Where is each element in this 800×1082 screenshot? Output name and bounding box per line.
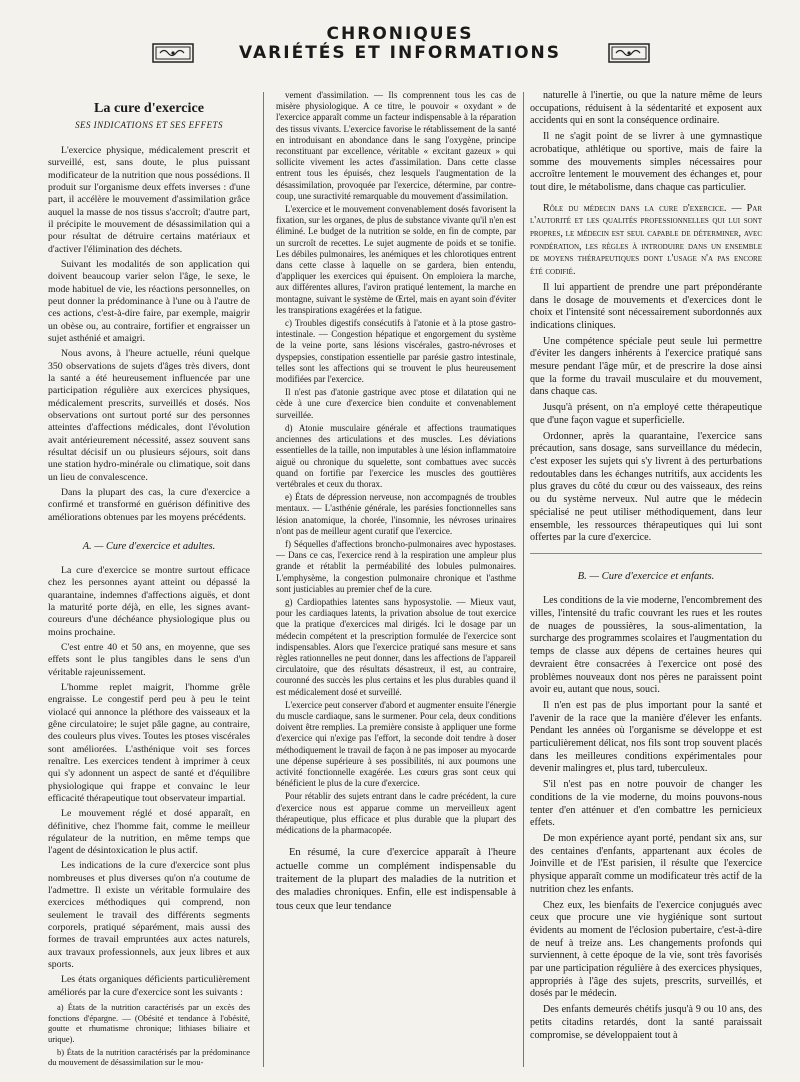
paragraph: Les conditions de la vie moderne, l'encombrement des villes, l'intensité du trafic couvrant les rues et les routes de nuages de poussières, la sous-alimentation, la surcharge des programmes scolaires et l'augmentation du temps de classe aux dépens de certaines heures qui devraient être consacrées à l'exercice ont posé des problèmes nouveaux dont nos pères ne paraissent point avoir eu, autant que nous, souci. xyxy=(530,595,762,696)
paragraph: Il ne s'agit point de se livrer à une gymnastique acrobatique, athlétique ou sportive, mais de faire la somme des mouvements simples nécessaires pour accroître lentement le mouvement des échanges et, pour tout dire, le métabolisme, dans chaque cas particulier. xyxy=(530,131,762,193)
paragraph: Suivant les modalités de son application qui doivent beaucoup varier selon l'âge, le sexe, le mode habituel de vie, les réactions personnelles, on peut donner la prédominance à l'une ou à l'autre de ces actions, c'est-à-dire faire, par exemple, maigrir un obèse ou, au contraire, fortifier et engraisser un sujet asthénié et amaigri. xyxy=(48,259,250,344)
paragraph: La cure d'exercice se montre surtout efficace chez les personnes ayant atteint ou dépassé la quarantaine, indemnes d'affections aiguës, et dont la maturité porte déjà, en elle, les signes avant-coureurs d'une déchéance physiologique plus ou moins prochaine. xyxy=(48,564,250,638)
column-3 xyxy=(530,90,762,1045)
paragraph: Chez eux, les bienfaits de l'exercice conjugués avec ceux que procure une vie hygiénique sont surtout évidents au moment de l'éclosion pubertaire, c'est-à-dire de neuf à treize ans. Les changements profonds qui surviennent, à cette époque de la vie, sont très favorisés par une participation régulière à des exercices physiques, appropriés à l'âge des sujets, prescrits, surveillés, et dosés par le médecin. xyxy=(530,899,762,1000)
paragraph: L'homme replet maigrit, l'homme grêle engraisse. Le congestif perd peu à peu le teint violacé qui annonce la pléthore des vaisseaux et la gêne circulatoire; le sujet pâle gagne, au contraire, des couleurs plus vives. Toutes les ptoses viscérales sont améliorées. L'asthénique voit ses forces renaître. Les exercices tendent à imprimer à ceux qui s'y adonnent un aspect de santé et d'équilibre physiologique qui frappe et convainc le leur efficacité thérapeutique tout observateur impartial. xyxy=(48,681,251,804)
paragraph: L'exercice et le mouvement convenablement dosés favorisent la fixation, sur les organes, de plus de substance vivante qu'il n'en est éliminé. Le budget de la nutrition se solde, en fin de compte, par un surcroît de recettes. Le sujet augmente de poids et se tonifie. Les débiles pulmonaires, les anémiques et les chlorotiques entrent dans cette classe à laquelle on se gardera, bien entendu, d'appliquer les exercices qui épuisent. On emploiera la marche, aux différentes allures, l'aviron pratiqué lentement, la marche en montagne, suivant le système de Œrtel, mais en ayant soin d'éviter les transpirations exagérées et la fatigue. xyxy=(276,204,516,315)
ornament-right-icon xyxy=(608,43,650,63)
paragraph: Les états organiques déficients particulièrement améliorés par la cure d'exercice sont les suivants : xyxy=(48,974,250,998)
column-1 xyxy=(48,90,250,1070)
header-varietes: VARIÉTÉS ET INFORMATIONS xyxy=(239,43,561,63)
article-subtitle: SES INDICATIONS ET SES EFFETS xyxy=(75,119,223,130)
paragraph: L'exercice peut conserver d'abord et augmenter ensuite l'énergie du muscle cardiaque, sans le surmener. Pour cela, deux conditions doivent être remplies. La première consiste à appliquer une forme d'exercice qui n'exige pas l'effort, la seconde doit tendre à doser méthodiquement le travail de façon à ne pas imposer au myocarde une dépense supérieure à ses possibilités, ni aux poumons une activité fonctionnelle exagérée. Les cœurs gras sont ceux qui bénéficient le plus de la cure d'exercice. xyxy=(276,699,516,789)
list-item: vement d'assimilation. — Ils comprennent tous les cas de misère physiologique. A ce titre, le pouvoir « oxydant » de l'exercice apparaît comme un facteur indispensable à la réparation des tissus vivants. L'exercice favorise le rétablissement de la santé en introduisant en abondance dans le sang l'oxygène, principe reconstituant par excellence, véritable « excitant gazeux » qui sollicite vivement les actes d'assimilation. Dans cette classe entrent tous les épuisés, chez lesquels l'augmentation de la désassimilation, provoquée par l'exercice, détermine, par contre-coup, une suractivité remarquable du mouvement d'assimilation. xyxy=(276,90,516,201)
paragraph: Jusqu'à présent, on n'a employé cette thérapeutique que d'une façon vague et superficielle. xyxy=(530,402,762,426)
ornament-left-icon xyxy=(152,43,194,63)
paragraph: Ordonner, après la quarantaine, l'exercice sans précaution, sans dosage, sans surveillance du médecin, c'est exposer les sujets qui s'y livrent à des perturbations redoutables dans les échanges nutritifs, aux accidents les plus graves du côté du cœur ou des vaisseaux, des reins ou du système nerveux. Nul autre que le médecin spécialisé ne peut utiliser méthodiquement, dans leur ensemble, les ressources thérapeutiques qui lui sont offertes par la cure d'exercice. xyxy=(530,430,762,544)
paragraph: Une compétence spéciale peut seule lui permettre d'éviter les dangers inhérents à l'exercice pratiqué sans mesure pendant l'âge mûr, et de prescrire la dose ainsi que la forme du travail musculaire et du mouvement, dans chaque cas. xyxy=(530,335,762,398)
page-header xyxy=(0,25,800,63)
paragraph: C'est entre 40 et 50 ans, en moyenne, que ses effets sont le plus tangibles dans le sens d'un véritable rajeunissement. xyxy=(48,641,250,678)
paragraph: De mon expérience ayant porté, pendant six ans, sur des centaines d'enfants, appartenant aux écoles de Joinville et de l'Est parisien, il résulte que l'exercice physique apparaît comme un modificateur très actif de la nutrition chez les enfants. xyxy=(530,833,762,895)
column-rule xyxy=(523,92,524,1067)
paragraph: Nous avons, à l'heure actuelle, réuni quelque 350 observations de sujets d'âges très divers, dont la santé a été heureusement influencée par une participation régulière aux exercices physiques, médicalement prescrits, surveillés et dosés. Nos observations ont surtout porté sur des personnes atteintes d'affections médicales, dont l'évolution avait antérieurement nécessité, assez souvent sans résultat décisif un ou plusieurs séjours, soit dans une station hydro-minérale ou climatique, soit dans un lieu de convalescence. xyxy=(48,348,250,483)
list-item: d) Atonie musculaire générale et affections traumatiques anciennes des articulations et des muscles. Les déviations essentielles de la taille, non imputables à une lésion inflammatoire aiguë ou chronique du squelette, sont combattues avec succès quand on fortifie par l'exercice les muscles des gouttières vertébrales et ceux du thorax. xyxy=(276,422,516,489)
paragraph: Dans la plupart des cas, la cure d'exercice a confirmé et transformé en guérison définitive des améliorations obtenues par les moyens précédents. xyxy=(48,486,250,523)
list-item: g) Cardiopathies latentes sans hyposystolie. — Mieux vaut, pour les cardiaques latents, la privation absolue de tout exercice que la pratique d'exercices mal dirigés. Ici le dosage par un médecin compétent et la prescription formulée de l'exercice sont indispensables. Alors que l'exercice pratiqué sans mesure et sans règles rationnelles ne peut donner, dans les affections de l'appareil circulatoire, que des résultats désastreux, il est, au contraire, couronné des succès les plus certains et les plus durables quand il est médicalement dosé et surveillé. xyxy=(276,596,516,697)
paragraph: Le mouvement réglé et dosé apparaît, en définitive, chez l'homme fait, comme le meilleur régulateur de la nutrition, en même temps que l'agent de désintoxication le plus actif. xyxy=(48,808,250,857)
paragraph: Il n'est pas d'atonie gastrique avec ptose et dilatation qui ne cède à une cure d'exercice bien conduite et convenablement surveillée. xyxy=(276,387,516,420)
paragraph: Il lui appartient de prendre une part prépondérante dans le dosage de mouvements et d'exercices dont le choix et l'intensité sont nécessairement subordonnés aux indications cliniques. xyxy=(530,281,762,331)
list-item: f) Séquelles d'affections broncho-pulmonaires avec hypostases. — Dans ce cas, l'exercice rend à la respiration une ampleur plus grande et rétablit la perméabilité des lobules pulmonaires. L'emphysème, la congestion pulmonaire chronique et l'asthme sont justiciables au premier chef de la cure. xyxy=(276,538,516,594)
paragraph: Rôle du médecin dans la cure d'exercice. — Par l'autorité et les qualités professionnelles qui lui sont propres, le médecin est seul capable de déterminer, avec pondération, les règles à introduire dans un ensemble de moyens thérapeutiques dont l'usage n'a pas encore été codifié. xyxy=(530,202,762,278)
article-title: La cure d'exercice xyxy=(94,100,204,116)
section-heading-children: B. — Cure d'exercice et enfants. xyxy=(577,569,715,582)
column-rule xyxy=(263,92,264,1067)
paragraph: S'il n'est pas en notre pouvoir de changer les conditions de la vie moderne, du moins pouvons-nous tenter d'en atténuer et d'en combattre les pernicieux effets. xyxy=(530,779,762,829)
paragraph: En résumé, la cure d'exercice apparaît à l'heure actuelle comme un complément indispensable du traitement de la plupart des maladies de la nutrition et des maladies chroniques. Enfin, elle est indispensable à tous ceux que leur tendance xyxy=(276,847,516,912)
list-item: c) Troubles digestifs consécutifs à l'atonie et à la ptose gastro-intestinale. — Congestion hépatique et engorgement du système de la veine porte, sans lésions viscérales, gastro-névroses et dyspepsies, constipation essentielle par parésie gastro intestinale, telles sont les affections qui se trouvent le plus heureusement modifiées par l'exercice. xyxy=(276,318,516,385)
header-chroniques: CHRONIQUES xyxy=(326,24,474,44)
list-item: e) États de dépression nerveuse, non accompagnés de troubles mentaux. — L'asthénie générale, les parésies fonctionnelles sans lésion anatomique, la chorée, l'insomnie, les névroses urinaires n'ont pas de meilleur agent curatif que l'exercice. xyxy=(276,492,516,536)
paragraph: Les indications de la cure d'exercice sont plus nombreuses et plus diverses qu'on n'a coutume de l'admettre. Il existe un véritable formulaire des exercices méthodiques qui comprend, non seulement le travail des différents segments corporels, pratiqué séparément, mais aussi des formes de travail empruntées aux actes naturels, aux travaux professionnels, aux jeux libres et aux sports. xyxy=(48,860,250,971)
column-2 xyxy=(276,90,516,916)
divider xyxy=(530,553,762,554)
paragraph: Pour rétablir des sujets entrant dans le cadre précédent, la cure d'exercice nous est apparue comme un merveilleux agent thérapeutique, plus efficace et plus durable que la plupart des médications de la pharmacopée. xyxy=(276,791,516,835)
paragraph: naturelle à l'inertie, ou que la nature même de leurs occupations, réduisent à la sédentarité et exposent aux accidents qui en sont la conséquence ordinaire. xyxy=(530,90,762,127)
list-item: a) États de la nutrition caractérisés par un excès des fonctions d'épargne. — (Obésité et tendance à l'obésité, goutte et rhumatisme chronique; lithiases biliaire et urique). xyxy=(48,1002,250,1045)
paragraph: Il n'en est pas de plus important pour la santé et l'avenir de la race que la manière d'élever les enfants. Pendant les années où l'organisme se développe et est particulièrement délicat, nos fils sont trop souvent placés dans les meilleures conditions expérimentales pour devenir malingres et, plus tard, tuberculeux. xyxy=(530,699,762,775)
list-item: b) États de la nutrition caractérisés par la prédominance du mouvement de désassimilation sur le mou- xyxy=(48,1046,250,1068)
paragraph: L'exercice physique, médicalement prescrit et surveillé, est, sans doute, le plus puissant modificateur de la nutrition que nous possédions. Il produit sur l'organisme deux effets inverses : d'une part, il accélère le mouvement d'assimilation grâce auquel la masse de nos tissus s'accroît; d'autre part, il précipite le mouvement de désassimilation qui a pour résultat de détruire certains matériaux et d'activer l'élimination des déchets. xyxy=(48,145,250,255)
paragraph: Des enfants demeurés chétifs jusqu'à 9 ou 10 ans, des petits citadins retardés, dont la santé paraissait compromise, se développaient tout à xyxy=(530,1004,762,1041)
section-heading-adults: A. — Cure d'exercice et adultes. xyxy=(82,540,216,552)
